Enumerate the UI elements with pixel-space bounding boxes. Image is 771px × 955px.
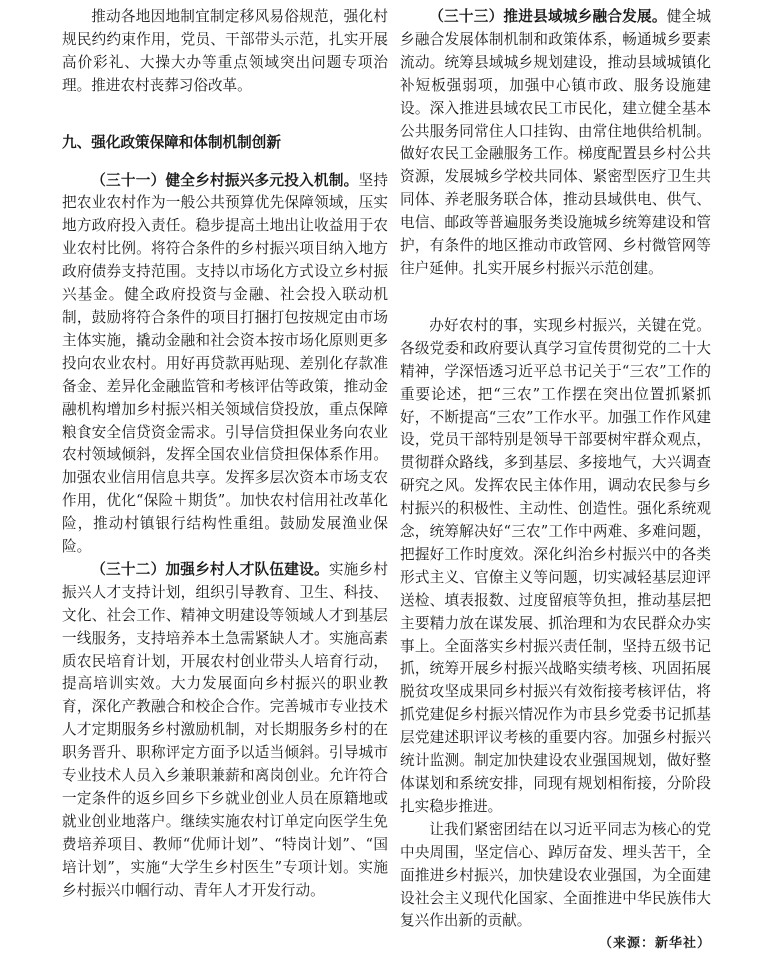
item-31-paragraph xyxy=(62,170,388,559)
source-note: （来源：新华社） xyxy=(598,936,711,952)
right-column xyxy=(400,6,711,955)
section-heading: 九、强化政策保障和体制机制创新 xyxy=(62,133,281,151)
item-33-body: 健全城乡融合发展体制机制和政策体系，畅通城乡要素流动。统筹县域城乡规划建设，推动县域城镇化补短板强弱项，加强中心镇市政、服务设施建设。深入推进县域农民工市民化，建立健全基本公共服务同常住人口挂钩、由常住地供给机制。做好农民工金融服务工作。梯度配置县乡村公共资源，发展城乡学校共同体、紧密型医疗卫生共同体、养老服务联合体，推动县域供电、供气、电信、邮政等普遍服务类设施城乡统筹建设和管护，有条件的地区推动市政管网、乡村微管网等往户延伸。扎实开展乡村振兴示范创建。 xyxy=(400,8,711,277)
spacer xyxy=(62,98,388,132)
item-33-title: （三十三）推进县域城乡融合发展。 xyxy=(429,8,667,25)
item-32-title: （三十二）加强乡村人才队伍建设。 xyxy=(91,560,329,578)
item-32-body: 实施乡村振兴人才支持计划，组织引导教育、卫生、科技、文化、社会工作、精神文明建设等领域人才到基层一线服务，支持培养本土急需紧缺人才。实施高素质农民培育计划，开展农村创业带头人培育行动，提高培训实效。大力发展面向乡村振兴的职业教育，深化产教融合和校企合作。完善城市专业技术人才定期服务乡村激励机制，对长期服务乡村的在职务晋升、职称评定方面予以适当倾斜。引导城市专业技术人员入乡兼职兼薪和离岗创业。允许符合一定条件的返乡回乡下乡就业创业人员在原籍地或就业创业地落户。继续实施农村订单定向医学生免费培养项目、教师“优师计划”、“特岗计划”、“国培计划”，实施“大学生乡村医生”专项计划。实施乡村振兴巾帼行动、青年人才开发行动。 xyxy=(62,560,388,899)
item-33-paragraph xyxy=(400,6,711,281)
item-31-body: 坚持把农业农村作为一般公共预算优先保障领域，压实地方政府投入责任。稳步提高土地出让收益用于农业农村比例。将符合条件的乡村振兴项目纳入地方政府债券支持范围。支持以市场化方式设立乡村振兴基金。健全政府投资与金融、社会投入联动机制，鼓励将符合条件的项目打捆打包按规定由市场主体实施，撬动金融和社会资本按市场化原则更多投向农业农村。用好再贷款再贴现、差别化存款准备金、差异化金融监管和考核评估等政策，推动金融机构增加乡村振兴相关领域信贷投放，重点保障粮食安全信贷资金需求。引导信贷担保业务向农业农村领域倾斜，发挥全国农业信贷担保体系作用。加强农业信用信息共享。发挥多层次资本市场支农作用，优化“保险＋期货”。加快农村信用社改革化险，推动村镇银行结构性重组。鼓励发展渔业保险。 xyxy=(62,171,388,556)
closing-paragraph-1: 办好农村的事，实现乡村振兴，关键在党。各级党委和政府要认真学习宣传贯彻党的二十大精神，学深悟透习近平总书记关于“三农”工作的重要论述，把“三农”工作摆在突出位置抓紧抓好，不断提高“三农”工作水平。加强工作作风建设，党员干部特别是领导干部要树牢群众观点，贯彻群众路线，多到基层、多接地气，大兴调查研究之风。发挥农民主体作用，调动农民参与乡村振兴的积极性、主动性、创造性。强化系统观念，统筹解决好“三农”工作中两难、多难问题，把握好工作时度效。深化纠治乡村振兴中的各类形式主义、官僚主义等问题，切实减轻基层迎评送检、填表报数、过度留痕等负担，推动基层把主要精力放在谋发展、抓治理和为农民群众办实事上。全面落实乡村振兴责任制，坚持五级书记抓，统筹开展乡村振兴战略实绩考核、巩固拓展脱贫攻坚成果同乡村振兴有效衔接考核评估，将抓党建促乡村振兴情况作为市县乡党委书记抓基层党建述职评议考核的重要内容。加强乡村振兴统计监测。制定加快建设农业强国规划，做好整体谋划和系统安排，同现有规划相衔接，分阶段扎实稳步推进。 xyxy=(400,316,711,815)
closing-paragraph-2: 让我们紧密团结在以习近平同志为核心的党中央周围，坚定信心、踔厉奋发、埋头苦干，全面推进乡村振兴，加快建设农业强国，为全面建设社会主义现代化国家、全面推进中华民族伟大复兴作出新的贡献。 xyxy=(400,820,711,930)
intro-paragraph: 推动各地因地制宜制定移风易俗规范，强化村规民约约束作用，党员、干部带头示范，扎实开展高价彩礼、大操大办等重点领域突出问题专项治理。推进农村丧葬习俗改革。 xyxy=(62,8,388,94)
item-31-title: （三十一）健全乡村振兴多元投入机制。 xyxy=(91,171,359,189)
left-column xyxy=(62,6,388,903)
spacer xyxy=(400,281,711,315)
spacer xyxy=(62,155,388,170)
item-32-paragraph xyxy=(62,559,388,903)
